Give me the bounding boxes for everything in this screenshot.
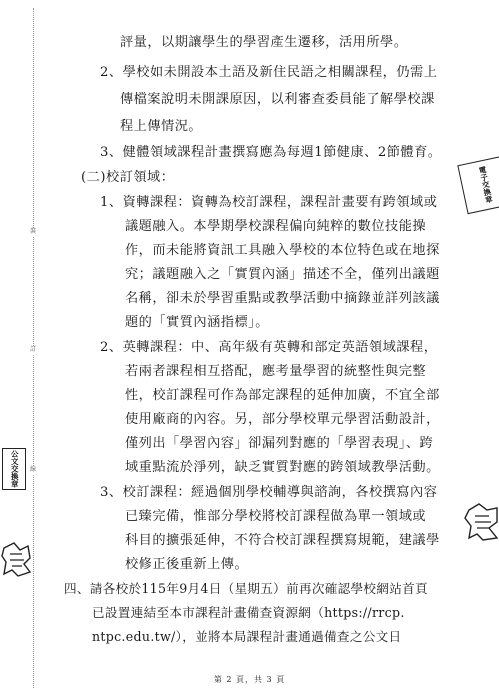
text-line: 作，而未能將資訊工具融入學校的本位特色或在地探	[125, 243, 440, 258]
binding-char-ding: 訂	[30, 346, 37, 353]
text-line: 評量，以期讓學生的學習產生遷移，活用所學。	[120, 35, 408, 50]
right-seal-mark	[463, 500, 499, 544]
text-line: 名稱，卻未於學習重點或教學活動中摘錄並詳列該議	[125, 291, 440, 306]
binding-char-xian: 線	[30, 466, 37, 473]
text-line: 究；議題融入之「實質內涵」描述不全，僅列出議題	[125, 267, 440, 282]
page-number-footer: 第 2 頁，共 3 頁	[213, 675, 286, 684]
text-line: ntpc.edu.tw/），並將本局課程計畫通過備查之公文日	[92, 629, 402, 644]
left-seal-mark	[0, 540, 34, 580]
text-line: 傳檔案說明未開課原因，以利審查委員能了解學校課	[120, 92, 435, 107]
text-line: 科目的擴張延伸，不符合校訂課程撰寫規範，建議學	[125, 533, 440, 548]
text-line: 校修正後重新上傳。	[125, 557, 249, 572]
text-line: 已設置連結至本市課程計畫備查資源網（https://rrcp.	[92, 605, 405, 620]
text-line: 議題融入。本學期學校課程偏向純粹的數位技能操	[125, 219, 427, 234]
list-item-2-line: 2、學校如未開設本土語及新住民語之相關課程，仍需上	[100, 65, 438, 80]
list-item-1-line: 1、資轉課程：資轉為校訂課程，課程計畫要有跨領域或	[100, 195, 438, 210]
text-line: 使用廠商的內容。另，部分學校單元學習活動設計，	[125, 412, 440, 427]
document-exchange-seal	[2, 448, 26, 490]
section-four-line: 四、請各校於115年9月4日（星期五）前再次確認學校網站首頁	[64, 581, 428, 596]
text-line: 已臻完備，惟部分學校將校訂課程做為單一領域或	[125, 509, 427, 524]
seal-text: 電子交換章	[477, 165, 495, 205]
text-line: 僅列出「學習內容」卻漏列對應的「學習表現」、跨	[125, 436, 434, 451]
list-item-3-line: 3、健體領域課程計畫撰寫應為每週1節健康、2節體育。	[100, 145, 442, 160]
electronic-exchange-seal	[457, 156, 499, 214]
text-line: 題的「實質內涵指標」。	[125, 315, 269, 330]
text-line: 域重點流於淨列，缺乏實質對應的跨領域教學活動。	[125, 460, 440, 475]
text-line: 程上傳情況。	[120, 119, 203, 134]
list-item-2-line: 2、英轉課程：中、高年級有英轉和部定英語領域課程，	[100, 340, 438, 355]
text-line: 性，校訂課程可作為部定課程的延伸加廣，不宜全部	[125, 388, 440, 403]
seal-text: 公文交換章	[10, 450, 20, 488]
list-item-3-line: 3、校訂課程：經過個別學校輔導與諮詢，各校撰寫內容	[100, 485, 438, 500]
text-line: 若兩者課程相互搭配，應考量學習的統整性與完整	[125, 364, 427, 379]
section-heading: (二)校訂領域：	[81, 170, 175, 185]
binding-char-zhuang: 裝	[30, 228, 37, 235]
